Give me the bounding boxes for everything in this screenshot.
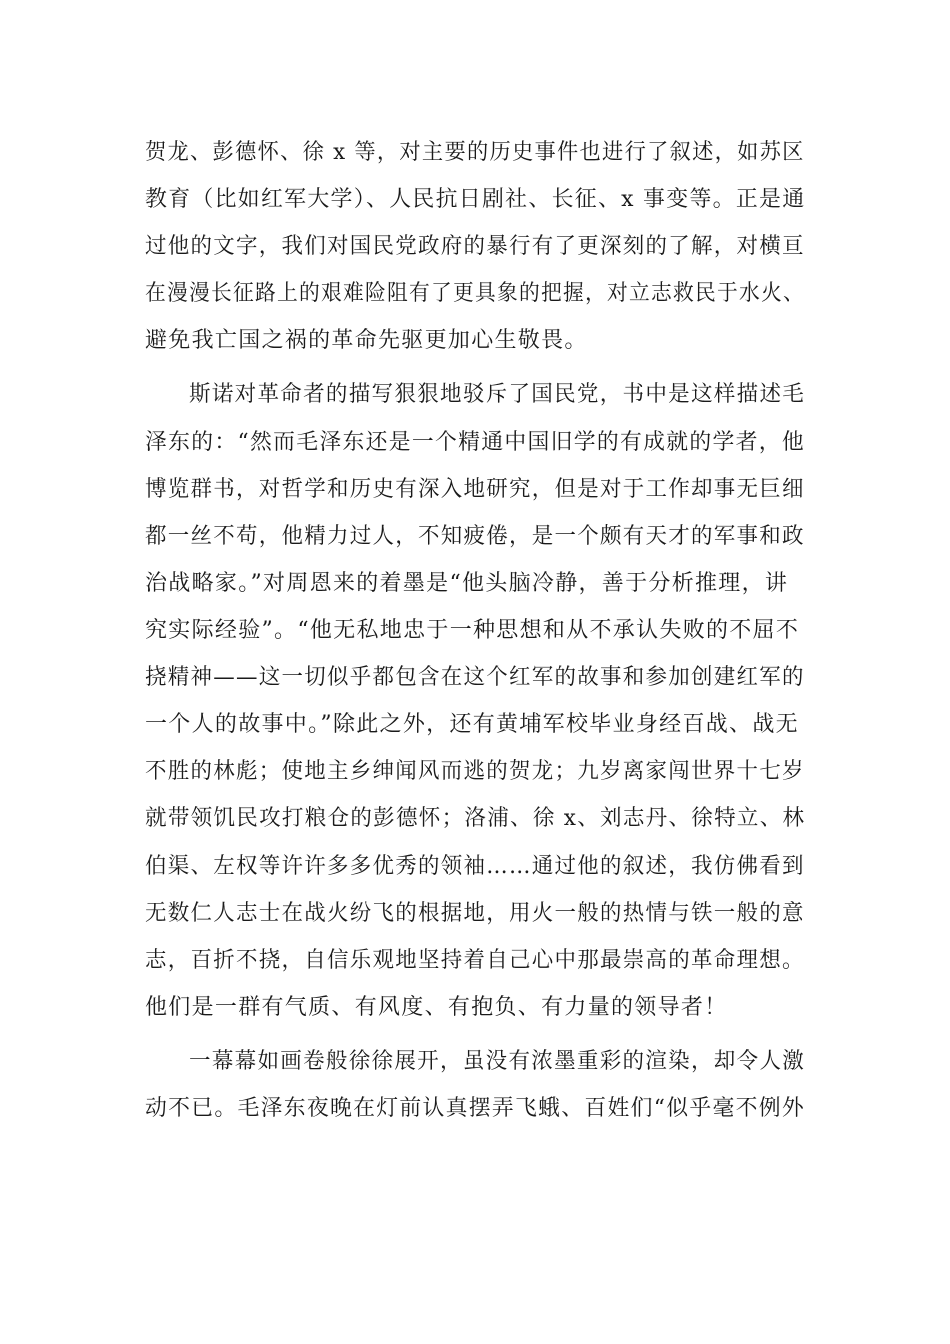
text-line: 伯渠、左权等许许多多优秀的领袖……通过他的叙述，我仿佛看到 (145, 854, 805, 879)
text-line: 一个人的故事中。”除此之外，还有黄埔军校毕业身经百战、战无 (145, 712, 799, 737)
text-line: 动不已。毛泽东夜晚在灯前认真摆弄飞蛾、百姓们“似乎毫不例外 (145, 1096, 805, 1121)
text-line: 避免我亡国之祸的革命先驱更加心生敬畏。 (145, 328, 588, 353)
text-line: 在漫漫长征路上的艰难险阻有了更具象的把握，对立志救民于水火、 (145, 281, 806, 306)
text-line: 就带领饥民攻打粮仓的彭德怀；洛浦、徐 x、刘志丹、徐特立、林 (145, 806, 806, 831)
text-line: 他们是一群有气质、有风度、有抱负、有力量的领导者！ (145, 995, 728, 1020)
text-line: 无数仁人志士在战火纷飞的根据地，用火一般的热情与铁一般的意 (145, 901, 805, 926)
text-line: 一幕幕如画卷般徐徐展开，虽没有浓墨重彩的渲染，却令人激 (189, 1049, 806, 1074)
text-line: 泽东的：“然而毛泽东还是一个精通中国旧学的有成就的学者，他 (145, 430, 805, 455)
text-line: 斯诺对革命者的描写狠狠地驳斥了国民党，书中是这样描述毛 (189, 382, 806, 407)
text-line: 教育（比如红军大学）、人民抗日剧社、长征、x 事变等。正是通 (145, 187, 806, 212)
text-line: 都一丝不苟，他精力过人，不知疲倦，是一个颇有天才的军事和政 (145, 524, 805, 549)
text-line: 贺龙、彭德怀、徐 x 等，对主要的历史事件也进行了叙述，如苏区 (145, 140, 805, 165)
text-line: 挠精神——这一切似乎都包含在这个红军的故事和参加创建红军的 (145, 665, 805, 690)
text-line: 究实际经验”。“他无私地忠于一种思想和从不承认失败的不屈不 (145, 618, 800, 643)
text-line: 志，百折不挠，自信乐观地坚持着自己心中那最崇高的革命理想。 (145, 948, 805, 973)
text-line: 治战略家。”对周恩来的着墨是“他头脑冷静，善于分析推理，讲 (145, 571, 789, 596)
text-line: 不胜的林彪；使地主乡绅闻风而逃的贺龙；九岁离家闯世界十七岁 (145, 759, 805, 784)
text-line: 博览群书，对哲学和历史有深入地研究，但是对于工作却事无巨细 (145, 477, 805, 502)
text-line: 过他的文字，我们对国民党政府的暴行有了更深刻的了解，对横亘 (145, 234, 805, 259)
